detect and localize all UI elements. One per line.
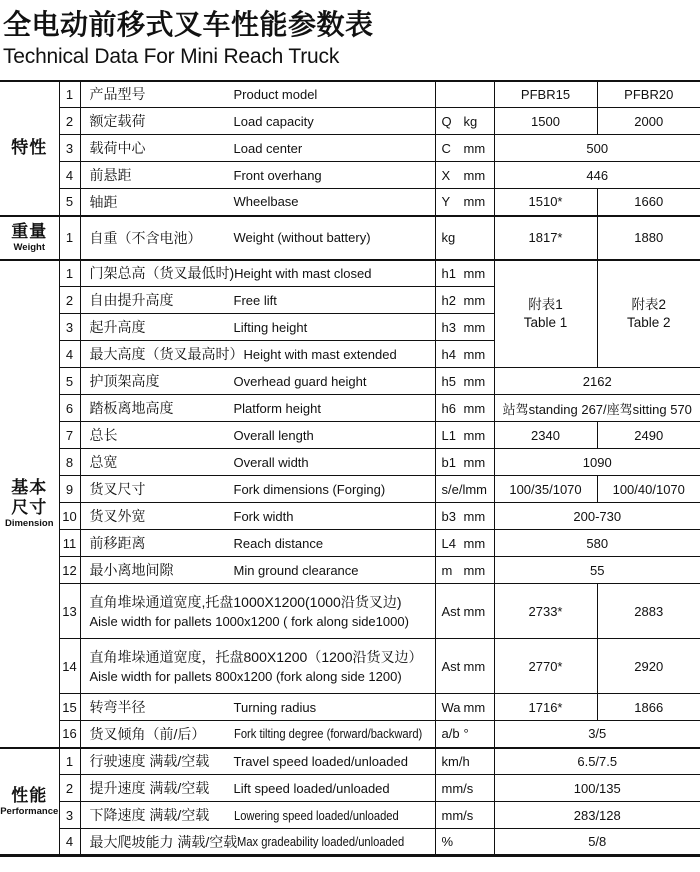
param-name-en: Height with mast closed (234, 265, 372, 281)
param-name (90, 778, 433, 798)
value-cell: 1880 (597, 216, 700, 260)
spec-row (0, 802, 700, 829)
unit-label: mm (463, 508, 486, 524)
spec-row (0, 216, 700, 260)
param-name-en: Load center (233, 140, 303, 156)
page-title-en: Technical Data For Mini Reach Truck (3, 45, 340, 69)
unit-label: mm (463, 400, 486, 416)
param-name-en: Overhead guard height (233, 373, 367, 389)
spec-row (0, 530, 700, 557)
param-name-zh: 产品型号 (89, 86, 146, 103)
row-number: 4 (59, 162, 80, 189)
row-number: 4 (59, 341, 80, 368)
param-name-cell (80, 584, 435, 639)
symbol-unit-cell (435, 368, 494, 395)
unit-label: ° (463, 726, 469, 742)
param-name-zh: 前悬距 (89, 167, 132, 184)
row-number: 5 (59, 189, 80, 216)
unit-label: mm/s (441, 780, 474, 796)
section-label-en: Performance (0, 806, 59, 818)
symbol-unit-cell (435, 216, 494, 260)
symbol-unit-cell (435, 422, 494, 449)
value-ref-zh: 附表2 (631, 297, 666, 313)
value-cell-merged: 200-730 (494, 503, 700, 530)
param-name-cell (80, 260, 435, 287)
spec-table-body (0, 81, 700, 856)
row-number: 8 (59, 449, 80, 476)
symbol-unit-cell (435, 503, 494, 530)
row-number: 1 (59, 216, 80, 260)
symbol-unit-cell (435, 341, 494, 368)
value-cell-merged: 446 (494, 162, 700, 189)
section-label-zh: 特性 (11, 138, 48, 158)
row-number: 12 (59, 557, 80, 584)
section-label-en: Weight (13, 242, 45, 254)
param-name-cell (80, 216, 435, 260)
value-cell: 2883 (597, 584, 700, 639)
section-label-cell (0, 260, 59, 748)
param-name (90, 398, 433, 418)
param-name-cell (80, 449, 435, 476)
param-name-cell (80, 802, 435, 829)
section-label-zh: 基本尺寸 (11, 478, 48, 517)
symbol-label: h5 (441, 373, 456, 389)
symbol-label: h4 (441, 346, 456, 362)
param-name-en: Free lift (233, 292, 277, 308)
unit-label: % (441, 834, 454, 850)
value-cell-merged: 6.5/7.5 (494, 748, 700, 775)
param-name-en: Height with mast extended (243, 346, 397, 362)
param-name-zh: 踏板离地高度 (89, 400, 174, 417)
unit-label: mm (463, 699, 486, 715)
param-name (90, 560, 433, 580)
value-cell: 2920 (597, 639, 700, 694)
param-name-cell (80, 530, 435, 557)
param-name-cell (80, 476, 435, 503)
symbol-unit-cell (435, 260, 494, 287)
param-name-en: Min ground clearance (233, 562, 359, 578)
row-number: 5 (59, 368, 80, 395)
param-name-en: Lift speed loaded/unloaded (233, 780, 390, 796)
param-name-cell (80, 829, 435, 856)
param-name-zh: 转弯半径 (89, 699, 146, 716)
param-name-cell (80, 162, 435, 189)
symbol-unit-cell (435, 530, 494, 557)
symbol-unit-cell (435, 287, 494, 314)
value-cell-merged: 55 (494, 557, 700, 584)
param-name-cell (80, 422, 435, 449)
param-name (90, 263, 433, 283)
value-cell: 2770* (494, 639, 597, 694)
param-name-zh: 载荷中心 (89, 140, 146, 157)
spec-row (0, 260, 700, 287)
param-name-zh: 护顶架高度 (89, 373, 160, 390)
page-title-zh: 全电动前移式叉车性能参数表 (3, 9, 374, 40)
value-cell-merged: 站驾standing 267/座驾sitting 570 (494, 395, 700, 422)
symbol-label: Y (441, 194, 451, 210)
symbol-label: m (441, 562, 453, 578)
param-name (90, 479, 433, 499)
param-name-zh: 直角堆垛通道宽度，托盘800X1200（1200沿货叉边） (89, 649, 423, 666)
param-name (90, 697, 433, 717)
section-label-zh: 性能 (11, 785, 48, 805)
row-number: 7 (59, 422, 80, 449)
spec-row (0, 108, 700, 135)
symbol-unit-cell (435, 395, 494, 422)
param-name-cell (80, 557, 435, 584)
param-name-zh: 总长 (89, 427, 118, 444)
param-name-en: Load capacity (233, 113, 314, 129)
spec-row (0, 829, 700, 856)
param-name-zh: 货叉尺寸 (89, 481, 146, 498)
section-label-cell (0, 748, 59, 856)
unit-label: mm (463, 319, 486, 335)
symbol-unit-cell (435, 81, 494, 108)
spec-row (0, 748, 700, 775)
value-cell: 1716* (494, 694, 597, 721)
param-name-en: Travel speed loaded/unloaded (233, 753, 408, 769)
section-label-cell (0, 216, 59, 260)
symbol-label: b3 (441, 508, 456, 524)
param-name-zh: 最大高度（货叉最高时） (89, 346, 244, 363)
row-number: 11 (59, 530, 80, 557)
symbol-label: a/b (441, 726, 460, 742)
value-ref-en: Table 1 (523, 314, 568, 330)
param-name-en: Aisle width for pallets 1000x1200 ( fork along side1000) (89, 613, 409, 629)
param-name-zh: 最小离地间隙 (89, 562, 174, 579)
param-name (90, 452, 433, 472)
value-cell-merged: 5/8 (494, 829, 700, 856)
symbol-label: Ast (441, 603, 461, 619)
unit-label: mm (463, 140, 486, 156)
symbol-unit-cell (435, 557, 494, 584)
param-name-en: Lifting height (233, 319, 308, 335)
param-name-en: Overall length (233, 427, 314, 443)
symbol-unit-cell (435, 775, 494, 802)
param-name-en: Platform height (233, 400, 321, 416)
spec-row (0, 584, 700, 639)
value-cell: 2733* (494, 584, 597, 639)
param-name (90, 371, 433, 391)
unit-label: mm (463, 427, 486, 443)
symbol-label: h3 (441, 319, 456, 335)
param-name-cell (80, 135, 435, 162)
param-name (90, 111, 433, 131)
param-name-zh: 货叉倾角（前/后） (89, 725, 206, 742)
param-name-en: Reach distance (233, 535, 324, 551)
unit-label: kg (441, 230, 456, 246)
symbol-unit-cell (435, 476, 494, 503)
spec-row (0, 449, 700, 476)
spec-row (0, 81, 700, 108)
unit-label: mm (463, 658, 486, 674)
symbol-label: b1 (441, 454, 456, 470)
symbol-label: C (441, 140, 451, 156)
spec-row (0, 721, 700, 748)
value-cell: 2490 (597, 422, 700, 449)
symbol-label: L4 (441, 535, 456, 551)
param-name (90, 533, 433, 553)
row-number: 2 (59, 108, 80, 135)
row-number: 1 (59, 260, 80, 287)
unit-label: mm (463, 167, 486, 183)
symbol-unit-cell (435, 189, 494, 216)
row-number: 14 (59, 639, 80, 694)
param-name-zh: 前移距离 (89, 535, 146, 552)
value-cell: 1817* (494, 216, 597, 260)
symbol-unit-cell (435, 449, 494, 476)
spec-row (0, 476, 700, 503)
param-name (90, 805, 433, 825)
param-name-cell (80, 639, 435, 694)
value-ref-zh: 附表1 (528, 297, 563, 313)
param-name-zh: 门架总高（货叉最低时) (89, 265, 235, 282)
section-label-cell (0, 81, 59, 216)
value-ref-cell (597, 260, 700, 368)
row-number: 3 (59, 314, 80, 341)
symbol-label: h2 (441, 292, 456, 308)
value-ref-cell (494, 260, 597, 368)
row-number: 2 (59, 287, 80, 314)
param-name-en: Product model (233, 86, 318, 102)
param-name-zh: 直角堆垛通道宽度,托盘1000X1200(1000沿货叉边) (89, 594, 402, 611)
param-name-zh: 行驶速度 满载/空载 (89, 753, 210, 770)
param-name-cell (80, 748, 435, 775)
param-name (90, 192, 433, 212)
unit-label: mm/s (441, 807, 474, 823)
param-name-cell (80, 368, 435, 395)
value-cell: 1510* (494, 189, 597, 216)
row-number: 9 (59, 476, 80, 503)
unit-label: mm (463, 454, 486, 470)
param-name-zh: 货叉外宽 (89, 508, 146, 525)
row-number: 3 (59, 135, 80, 162)
param-name-en: Max gradeability loaded/unloaded (237, 834, 405, 850)
value-cell: 100/35/1070 (494, 476, 597, 503)
symbol-label: h6 (441, 400, 456, 416)
param-name (90, 425, 433, 445)
param-name-zh: 额定载荷 (89, 113, 146, 130)
spec-row (0, 503, 700, 530)
param-name-en: Turning radius (233, 699, 317, 715)
param-name (90, 506, 433, 526)
param-name-en: Fork dimensions (Forging) (233, 481, 386, 497)
param-name-zh: 起升高度 (89, 319, 146, 336)
param-name-zh: 自重（不含电池） (89, 229, 202, 246)
row-number: 10 (59, 503, 80, 530)
section-label-en: Dimension (4, 518, 54, 530)
title-block (0, 0, 700, 71)
spec-row (0, 639, 700, 694)
spec-row (0, 162, 700, 189)
symbol-label: Q (441, 113, 452, 129)
param-name (90, 832, 433, 852)
param-name (90, 165, 433, 185)
param-name-cell (80, 694, 435, 721)
row-number: 1 (59, 748, 80, 775)
param-name-cell (80, 314, 435, 341)
row-number: 6 (59, 395, 80, 422)
param-name (90, 228, 433, 248)
unit-label: km/h (441, 753, 470, 769)
param-name-zh: 下降速度 满载/空载 (89, 807, 210, 824)
value-cell: 1866 (597, 694, 700, 721)
param-name-en: Fork tilting degree (forward/backward) (233, 726, 422, 742)
unit-label: mm (463, 292, 486, 308)
symbol-unit-cell (435, 108, 494, 135)
param-name-cell (80, 287, 435, 314)
param-name-zh: 总宽 (89, 454, 118, 471)
value-cell: 100/40/1070 (597, 476, 700, 503)
row-number: 16 (59, 721, 80, 748)
unit-label: mm (465, 481, 488, 497)
param-name-zh: 最大爬坡能力 满载/空载 (89, 833, 238, 850)
spec-row (0, 557, 700, 584)
spec-row (0, 189, 700, 216)
value-ref-en: Table 2 (626, 314, 671, 330)
value-cell-merged: 1090 (494, 449, 700, 476)
spec-row (0, 694, 700, 721)
value-cell-merged: 3/5 (494, 721, 700, 748)
spec-table (0, 80, 700, 858)
param-name (90, 84, 433, 104)
row-number: 15 (59, 694, 80, 721)
symbol-unit-cell (435, 748, 494, 775)
value-cell-merged: 580 (494, 530, 700, 557)
value-cell-merged: 500 (494, 135, 700, 162)
value-cell-merged: 283/128 (494, 802, 700, 829)
param-name-cell (80, 503, 435, 530)
symbol-unit-cell (435, 721, 494, 748)
unit-label: kg (463, 113, 478, 129)
param-name-cell (80, 395, 435, 422)
symbol-label: X (441, 167, 451, 183)
symbol-unit-cell (435, 162, 494, 189)
symbol-unit-cell (435, 584, 494, 639)
symbol-unit-cell (435, 135, 494, 162)
spec-row (0, 395, 700, 422)
value-cell: PFBR15 (494, 81, 597, 108)
unit-label: mm (463, 603, 486, 619)
symbol-label: Wa (441, 699, 461, 715)
value-cell: 1660 (597, 189, 700, 216)
param-name-en: Aisle width for pallets 800x1200 (fork along side 1200) (89, 668, 402, 684)
symbol-unit-cell (435, 314, 494, 341)
spec-row (0, 135, 700, 162)
unit-label: mm (463, 265, 486, 281)
param-name (90, 317, 433, 337)
param-name (90, 290, 433, 310)
row-number: 1 (59, 81, 80, 108)
param-name-en: Fork width (233, 508, 294, 524)
unit-label: mm (463, 562, 486, 578)
symbol-label: s/e/l (441, 481, 466, 497)
symbol-label: L1 (441, 427, 456, 443)
param-name (90, 138, 433, 158)
param-name-cell (80, 108, 435, 135)
param-name (90, 344, 433, 364)
unit-label: mm (463, 535, 486, 551)
value-cell: 1500 (494, 108, 597, 135)
symbol-unit-cell (435, 802, 494, 829)
value-cell: 2340 (494, 422, 597, 449)
symbol-label: Ast (441, 658, 461, 674)
symbol-unit-cell (435, 694, 494, 721)
section-label-zh: 重量 (11, 221, 48, 241)
row-number: 3 (59, 802, 80, 829)
spec-row (0, 775, 700, 802)
param-name-zh: 轴距 (89, 193, 118, 210)
param-name-cell (80, 775, 435, 802)
param-name-en: Weight (without battery) (233, 230, 371, 246)
param-name-en: Wheelbase (233, 194, 299, 210)
row-number: 2 (59, 775, 80, 802)
param-name-cell (80, 81, 435, 108)
param-name-cell (80, 341, 435, 368)
param-name-en: Lowering speed loaded/unloaded (233, 807, 399, 823)
value-cell: PFBR20 (597, 81, 700, 108)
unit-label: mm (463, 346, 486, 362)
value-cell-merged: 2162 (494, 368, 700, 395)
spec-row (0, 368, 700, 395)
param-name (90, 724, 433, 744)
param-name-zh: 自由提升高度 (89, 292, 174, 309)
spec-row (0, 422, 700, 449)
param-name-en: Overall width (233, 454, 309, 470)
param-name-cell (80, 721, 435, 748)
param-name-en: Front overhang (233, 167, 322, 183)
row-number: 13 (59, 584, 80, 639)
unit-label: mm (463, 194, 486, 210)
row-number: 4 (59, 829, 80, 856)
value-cell-merged: 100/135 (494, 775, 700, 802)
value-cell: 2000 (597, 108, 700, 135)
symbol-unit-cell (435, 829, 494, 856)
symbol-unit-cell (435, 639, 494, 694)
param-name-cell (80, 189, 435, 216)
param-name (90, 751, 433, 771)
unit-label: mm (463, 373, 486, 389)
symbol-label: h1 (441, 265, 456, 281)
param-name-zh: 提升速度 满载/空载 (89, 780, 210, 797)
